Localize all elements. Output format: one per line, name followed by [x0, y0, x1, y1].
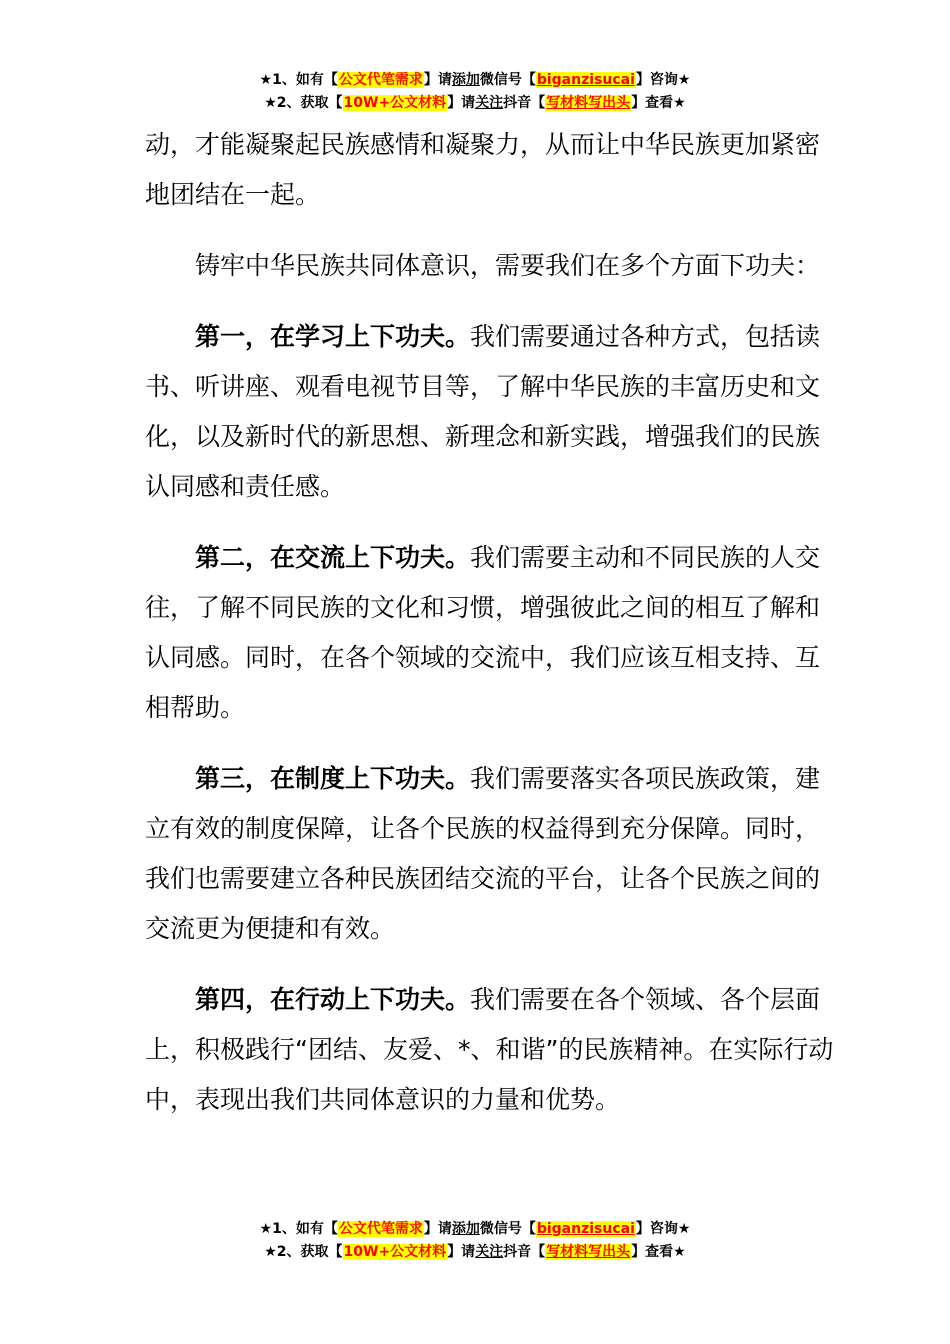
banner-line-1: [0, 69, 950, 92]
paragraph-body: 我们需要在各个领域、各个层面上，积极践行“团结、友爱、*、和谐”的民族精神。在实际行动中，表现出我们共同体意识的力量和优势。: [145, 985, 834, 1114]
document-body: [145, 120, 835, 1146]
paragraph: [145, 533, 835, 733]
douyin-id-highlight: 写材料写出头: [546, 95, 631, 111]
wechat-id-highlight: biganzisucai: [536, 72, 635, 88]
paragraph-lead: 第一，在学习上下功夫。: [195, 322, 471, 351]
highlight-text: 公文代笔需求: [338, 1221, 423, 1237]
banner-line-2: [0, 1241, 950, 1264]
banner-text: 】咨询★: [635, 72, 691, 88]
banner-text: 】查看★: [631, 95, 686, 111]
paragraph: [145, 975, 835, 1125]
header-banner: [0, 69, 950, 115]
banner-text: 抖音【: [503, 1244, 546, 1260]
wechat-id-highlight: biganzisucai: [536, 1221, 635, 1237]
banner-line-1: [0, 1218, 950, 1241]
paragraph: 动，才能凝聚起民族感情和凝聚力，从而让中华民族更加紧密地团结在一起。: [145, 130, 821, 209]
paragraph-body: 我们需要主动和不同民族的人交往，了解不同民族的文化和习惯，增强彼此之间的相互了解和认同感。同时，在各个领域的交流中，我们应该互相支持、互相帮助。: [145, 543, 821, 722]
underlined-text: 添加: [451, 72, 480, 88]
highlight-text: 10W+公文材料: [343, 1244, 447, 1260]
douyin-id-highlight: 写材料写出头: [546, 1244, 631, 1260]
banner-text: ★2、获取【: [264, 1244, 343, 1260]
footer-banner: [0, 1218, 950, 1264]
banner-text: 】请: [447, 95, 476, 111]
paragraph: [145, 312, 835, 512]
underlined-text: 添加: [451, 1221, 480, 1237]
banner-text: 】查看★: [631, 1244, 686, 1260]
banner-text: 抖音【: [503, 95, 546, 111]
highlight-text: 公文代笔需求: [338, 72, 423, 88]
banner-text: 】请: [423, 72, 452, 88]
banner-text: 微信号【: [479, 72, 536, 88]
paragraph: [145, 754, 835, 954]
paragraph-lead: 第三，在制度上下功夫。: [195, 764, 471, 793]
banner-line-2: [0, 92, 950, 115]
paragraph: 铸牢中华民族共同体意识，需要我们在多个方面下功夫：: [195, 251, 821, 280]
paragraph-body: 我们需要落实各项民族政策，建立有效的制度保障，让各个民族的权益得到充分保障。同时，我们也需要建立各种民族团结交流的平台，让各个民族之间的交流更为便捷和有效。: [145, 764, 821, 943]
underlined-text: 关注: [475, 1244, 504, 1260]
paragraph-lead: 第二，在交流上下功夫。: [195, 543, 471, 572]
banner-text: 微信号【: [479, 1221, 536, 1237]
paragraph-body: 我们需要通过各种方式，包括读书、听讲座、观看电视节目等，了解中华民族的丰富历史和文化，以及新时代的新思想、新理念和新实践，增强我们的民族认同感和责任感。: [145, 322, 821, 501]
banner-text: ★1、如有【: [259, 1221, 338, 1237]
highlight-text: 10W+公文材料: [343, 95, 447, 111]
banner-text: 】咨询★: [635, 1221, 691, 1237]
banner-text: ★2、获取【: [264, 95, 343, 111]
underlined-text: 关注: [475, 95, 504, 111]
banner-text: 】请: [447, 1244, 476, 1260]
banner-text: 】请: [423, 1221, 452, 1237]
banner-text: ★1、如有【: [259, 72, 338, 88]
paragraph-lead: 第四，在行动上下功夫。: [195, 985, 471, 1014]
